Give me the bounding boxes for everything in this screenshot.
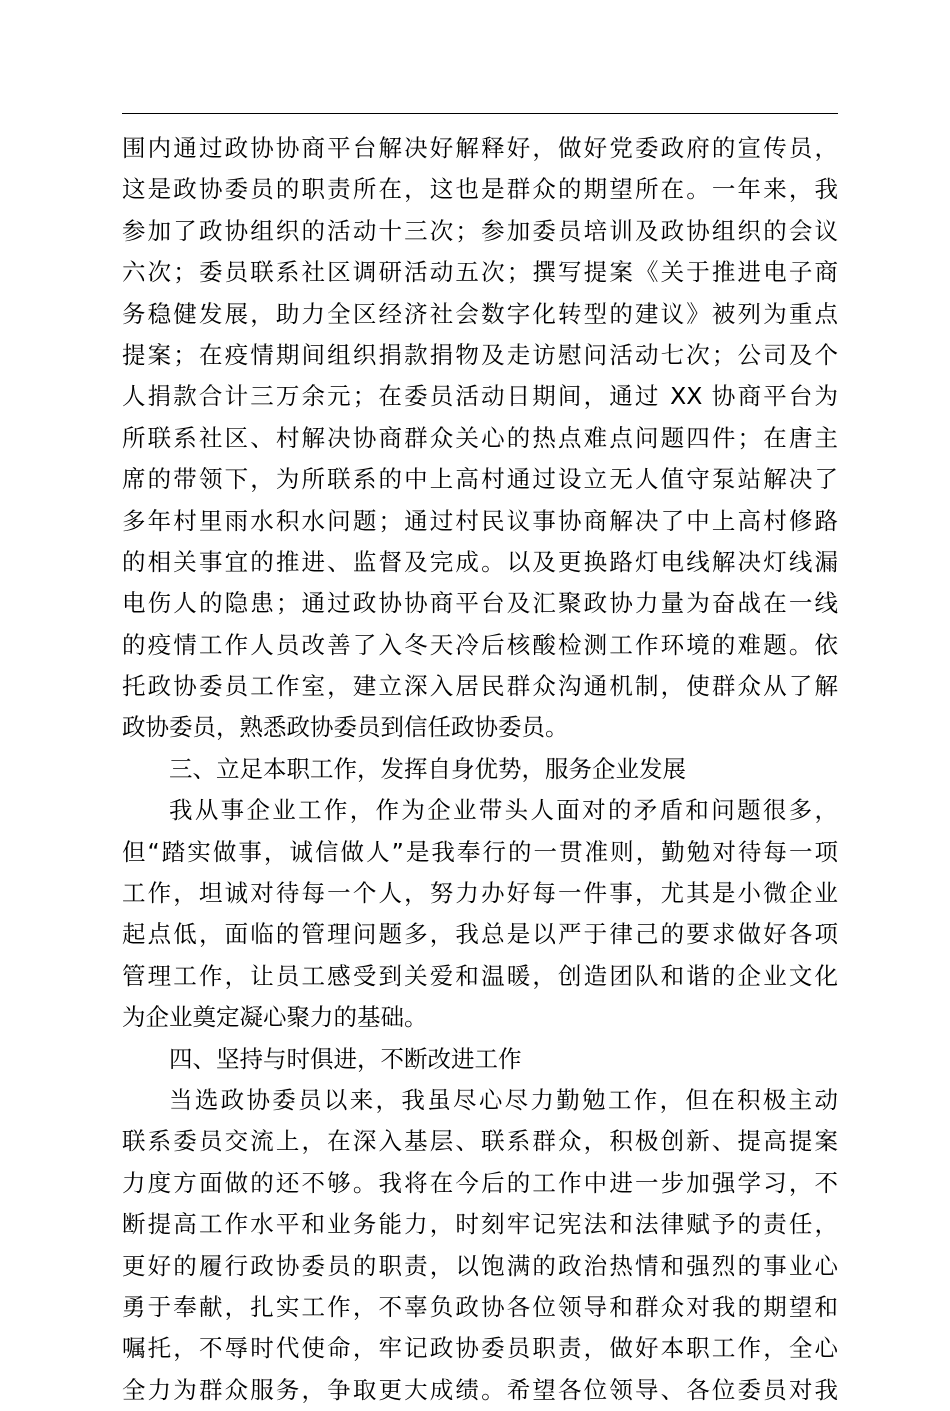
text-line: 更好的履行政协委员的职责，以饱满的政治热情和强烈的事业心 <box>122 1251 838 1280</box>
text-line: 的相关事宜的推进、监督及完成。以及更换路灯电线解决灯线漏 <box>122 547 838 576</box>
text-line: 席的带领下，为所联系的中上高村通过设立无人值守泵站解决了 <box>122 465 838 494</box>
text-line: 断提高工作水平和业务能力，时刻牢记宪法和法律赋予的责任， <box>122 1210 838 1239</box>
document-body <box>122 128 838 1411</box>
text-line: 所联系社区、村解决协商群众关心的热点难点问题四件；在唐主 <box>122 423 838 452</box>
text-line: 六次；委员联系社区调研活动五次；撰写提案《关于推进电子商 <box>122 258 838 287</box>
text-line: 电伤人的隐患；通过政协协商平台及汇聚政协力量为奋战在一线 <box>122 589 838 618</box>
text-line: 参加了政协组织的活动十三次；参加委员培训及政协组织的会议 <box>122 216 838 245</box>
text-line: 全力为群众服务，争取更大成绩。希望各位领导、各位委员对我 <box>122 1375 838 1404</box>
text-line: 当选政协委员以来，我虽尽心尽力勤勉工作，但在积极主动 <box>169 1085 838 1114</box>
section-heading: 三、立足本职工作，发挥自身优势，服务企业发展 <box>169 754 686 783</box>
text-line: 为企业奠定凝心聚力的基础。 <box>122 1003 428 1032</box>
text-line: 嘱托，不辱时代使命，牢记政协委员职责，做好本职工作，全心 <box>122 1334 838 1363</box>
text-line: 勇于奉献，扎实工作，不辜负政协各位领导和群众对我的期望和 <box>122 1292 838 1321</box>
text-line: 务稳健发展，助力全区经济社会数字化转型的建议》被列为重点 <box>122 299 838 328</box>
header-rule <box>122 113 838 114</box>
text-line: 力度方面做的还不够。我将在今后的工作中进一步加强学习，不 <box>122 1168 838 1197</box>
section-heading: 四、坚持与时俱进，不断改进工作 <box>169 1044 522 1073</box>
text-line: 我从事企业工作，作为企业带头人面对的矛盾和问题很多， <box>169 796 838 825</box>
text-line: 但“踏实做事，诚信做人”是我奉行的一贯准则，勤勉对待每一项 <box>122 837 838 866</box>
text-line: 联系委员交流上，在深入基层、联系群众，积极创新、提高提案 <box>122 1127 838 1156</box>
text-line: 管理工作，让员工感受到关爱和温暖，创造团队和谐的企业文化 <box>122 961 838 990</box>
text-line: 这是政协委员的职责所在，这也是群众的期望所在。一年来，我 <box>122 175 838 204</box>
text-line: 托政协委员工作室，建立深入居民群众沟通机制，使群众从了解 <box>122 672 838 701</box>
text-line: 工作，坦诚对待每一个人，努力办好每一件事，尤其是小微企业 <box>122 879 838 908</box>
text-line: 的疫情工作人员改善了入冬天冷后核酸检测工作环境的难题。依 <box>122 630 838 659</box>
text-line: 起点低，面临的管理问题多，我总是以严于律己的要求做好各项 <box>122 920 838 949</box>
text-line: 围内通过政协协商平台解决好解释好，做好党委政府的宣传员， <box>122 134 838 162</box>
text-line: 提案；在疫情期间组织捐款捐物及走访慰问活动七次；公司及个 <box>122 340 838 369</box>
text-line: 多年村里雨水积水问题；通过村民议事协商解决了中上高村修路 <box>122 506 838 535</box>
text-line: 人捐款合计三万余元；在委员活动日期间，通过 XX 协商平台为 <box>122 382 838 411</box>
text-line: 政协委员，熟悉政协委员到信任政协委员。 <box>122 713 569 742</box>
